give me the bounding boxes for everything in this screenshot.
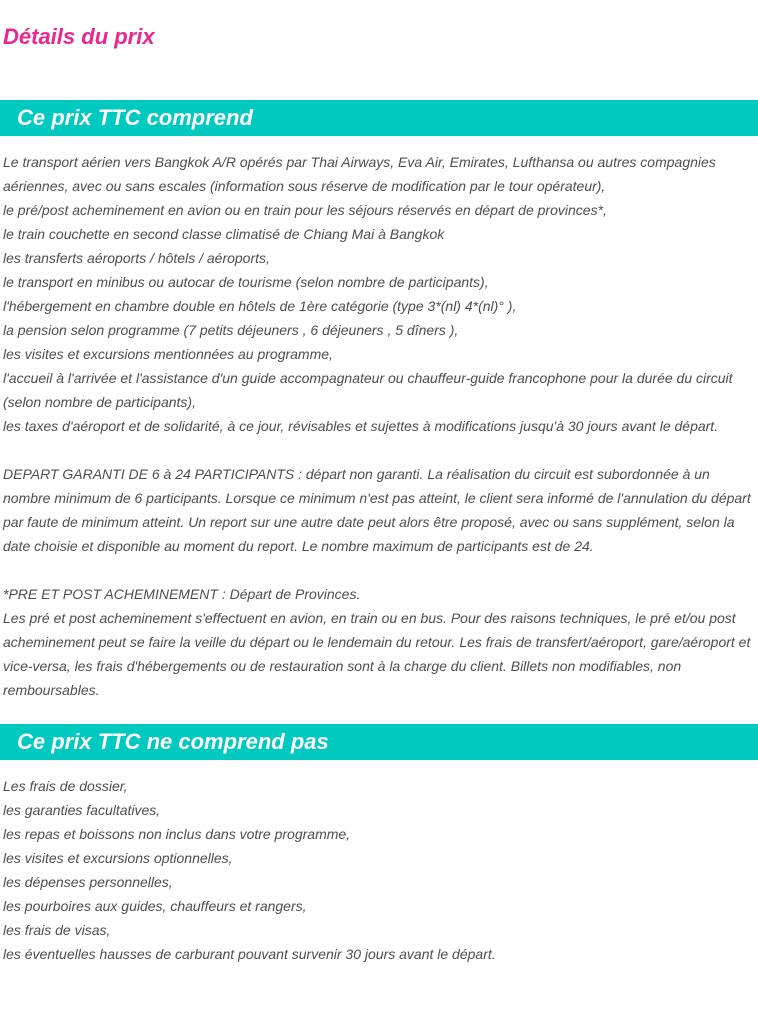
included-item: l'accueil à l'arrivée et l'assistance d'un guide accompagnateur ou chauffeur-guide francophone pour la durée du circuit (selon nombre de participants),	[3, 370, 733, 410]
included-content	[0, 136, 758, 702]
included-section	[0, 100, 758, 702]
excluded-item: les garanties facultatives,	[3, 802, 161, 818]
excluded-section	[0, 724, 758, 988]
included-item: les transferts aéroports / hôtels / aéroports,	[3, 250, 270, 266]
included-item: les visites et excursions mentionnées au programme,	[3, 346, 333, 362]
excluded-item: les visites et excursions optionnelles,	[3, 850, 233, 866]
included-item: le pré/post acheminement en avion ou en train pour les séjours réservés en départ de provinces*,	[3, 202, 607, 218]
included-header-label: Ce prix TTC comprend	[17, 105, 253, 130]
excluded-item: les dépenses personnelles,	[3, 874, 173, 890]
included-item: la pension selon programme (7 petits déjeuners , 6 déjeuners , 5 dîners ),	[3, 322, 459, 338]
excluded-header-band	[0, 724, 758, 760]
excluded-header-label: Ce prix TTC ne comprend pas	[17, 729, 329, 754]
included-item: les taxes d'aéroport et de solidarité, à ce jour, révisables et sujettes à modifications jusqu'à 30 jours avant le départ.	[3, 418, 719, 434]
excluded-content	[0, 760, 758, 988]
page-title: Détails du prix	[3, 24, 155, 49]
included-item: Le transport aérien vers Bangkok A/R opérés par Thai Airways, Eva Air, Emirates, Lufthansa ou autres compagnies aériennes, avec ou sans escales (information sous réserve de modification par le tour opérateur),	[3, 154, 716, 194]
depart-guarantee-paragraph: DEPART GARANTI DE 6 à 24 PARTICIPANTS : départ non garanti. La réalisation du circuit est subordonnée à un nombre minimum de 6 participants. Lorsque ce minimum n'est pas atteint, le client sera informé de l'annulation du départ par faute de minimum atteint. Un report sur une autre date peut alors être proposé, avec ou sans supplément, selon la date choisie et disponible au moment du report. Le nombre maximum de participants est de 24.	[3, 466, 751, 554]
excluded-item: les pourboires aux guides, chauffeurs et rangers,	[3, 898, 307, 914]
included-header-band	[0, 100, 758, 136]
excluded-item: les éventuelles hausses de carburant pouvant survenir 30 jours avant le départ.	[3, 946, 496, 962]
included-item: l'hébergement en chambre double en hôtels de 1ère catégorie (type 3*(nl) 4*(nl)° ),	[3, 298, 517, 314]
excluded-item: Les frais de dossier,	[3, 778, 128, 794]
excluded-item: les frais de visas,	[3, 922, 111, 938]
included-item: le transport en minibus ou autocar de tourisme (selon nombre de participants),	[3, 274, 489, 290]
excluded-item: les repas et boissons non inclus dans votre programme,	[3, 826, 351, 842]
included-item: le train couchette en second classe climatisé de Chiang Mai à Bangkok	[3, 226, 445, 242]
pre-post-paragraph: Les pré et post acheminement s'effectuent en avion, en train ou en bus. Pour des raisons techniques, le pré et/ou post acheminement peut se faire la veille du départ ou le lendemain du retour. Les frais de transfert/aéroport, gare/aéroport et vice-versa, les frais d'hébergements ou de restauration sont à la charge du client. Billets non modifiables, non remboursables.	[3, 610, 751, 698]
pre-post-title: *PRE ET POST ACHEMINEMENT : Départ de Provinces.	[3, 586, 361, 602]
